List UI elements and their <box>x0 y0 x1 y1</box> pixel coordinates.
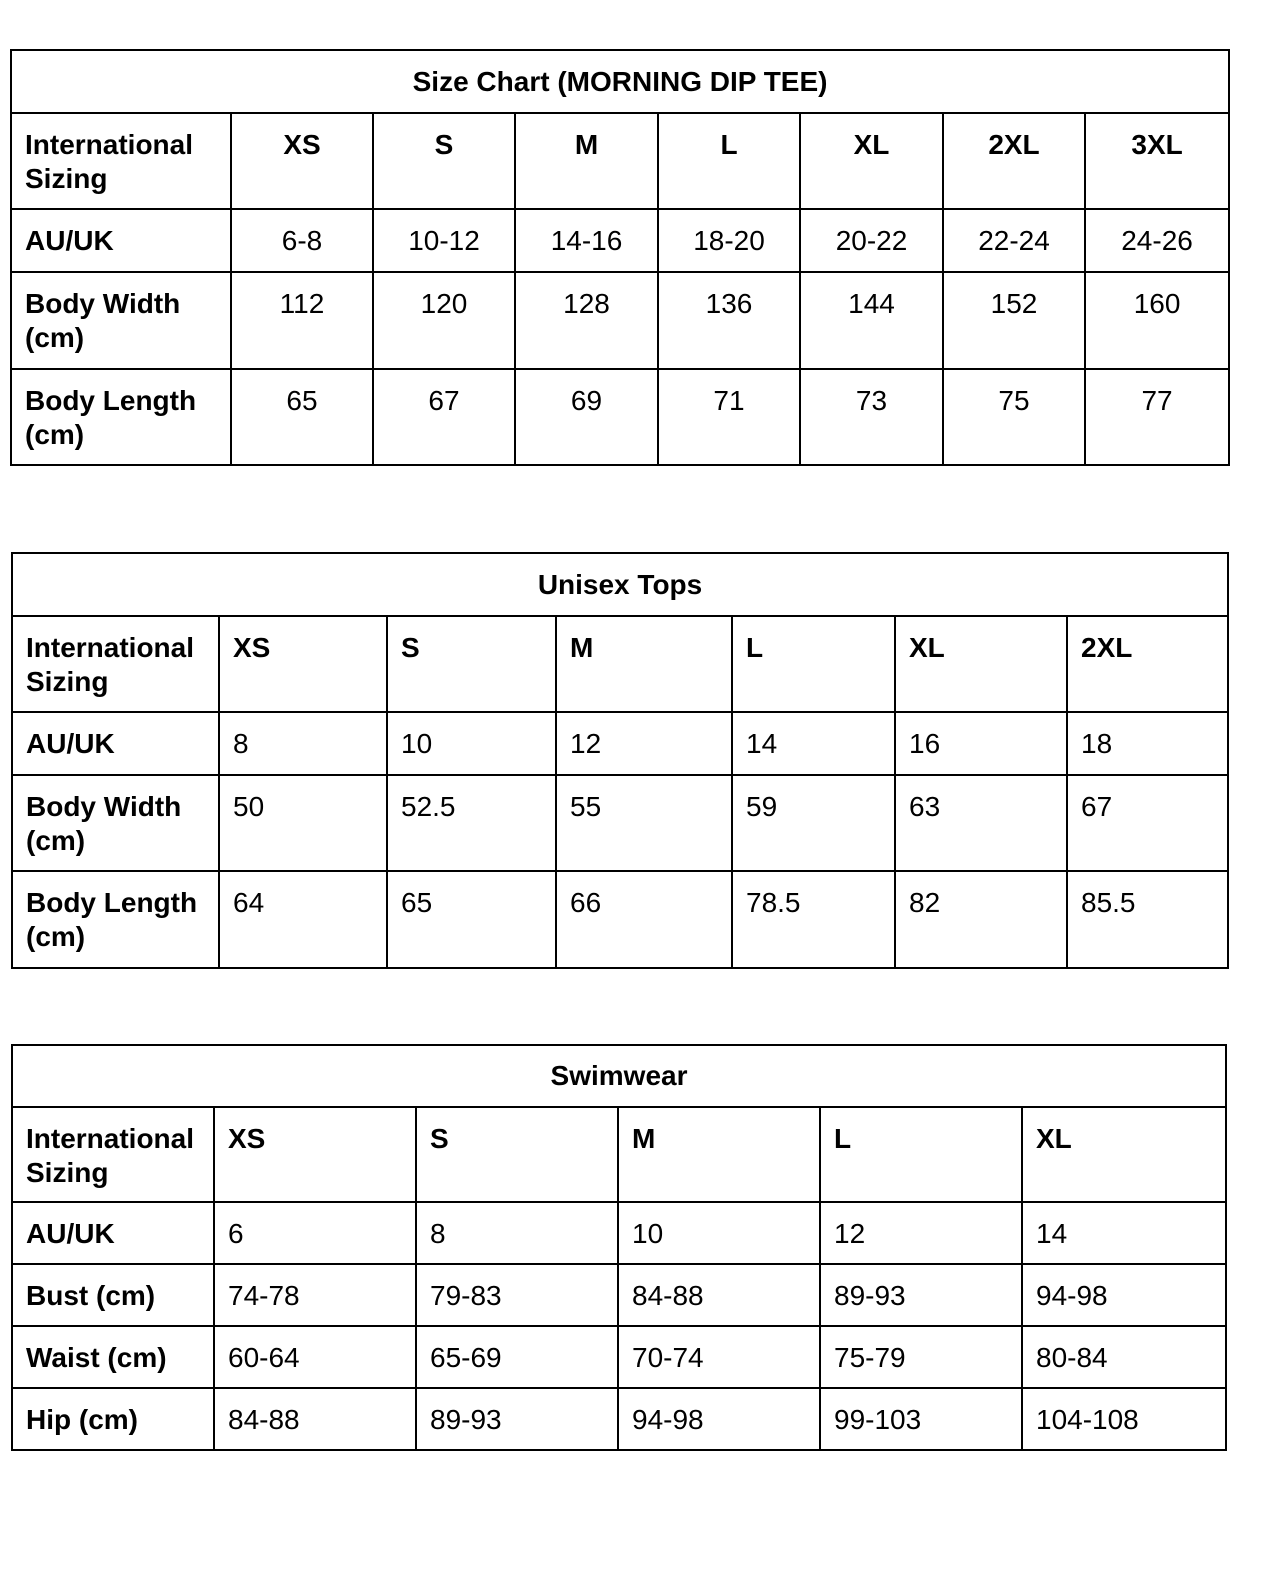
size-header: S <box>416 1107 618 1202</box>
cell: 84-88 <box>618 1264 820 1326</box>
cell: 120 <box>373 272 515 369</box>
table-row <box>12 1388 1226 1450</box>
table-title: Unisex Tops <box>12 553 1228 616</box>
size-header: XL <box>895 616 1067 712</box>
table-title: Swimwear <box>12 1045 1226 1107</box>
row-header: AU/UK <box>12 1202 214 1264</box>
table-title: Size Chart (MORNING DIP TEE) <box>11 50 1229 113</box>
cell: 14 <box>1022 1202 1226 1264</box>
size-header: S <box>373 113 515 209</box>
cell: 63 <box>895 775 1067 871</box>
header-row <box>12 616 1228 712</box>
cell: 136 <box>658 272 800 369</box>
cell: 50 <box>219 775 387 871</box>
row-header: Hip (cm) <box>12 1388 214 1450</box>
cell: 77 <box>1085 369 1229 465</box>
cell: 160 <box>1085 272 1229 369</box>
cell: 75 <box>943 369 1085 465</box>
row-header: International Sizing <box>12 616 219 712</box>
cell: 67 <box>373 369 515 465</box>
cell: 89-93 <box>416 1388 618 1450</box>
row-header: AU/UK <box>11 209 231 272</box>
size-header: XL <box>800 113 943 209</box>
size-chart-swimwear <box>11 1044 1227 1451</box>
size-header: XS <box>219 616 387 712</box>
cell: 80-84 <box>1022 1326 1226 1388</box>
cell: 89-93 <box>820 1264 1022 1326</box>
table-row <box>11 209 1229 272</box>
cell: 84-88 <box>214 1388 416 1450</box>
size-header: M <box>515 113 658 209</box>
cell: 65 <box>387 871 556 968</box>
cell: 73 <box>800 369 943 465</box>
cell: 24-26 <box>1085 209 1229 272</box>
row-header: Waist (cm) <box>12 1326 214 1388</box>
row-header: Body Length (cm) <box>12 871 219 968</box>
cell: 99-103 <box>820 1388 1022 1450</box>
size-chart-unisex-tops <box>11 552 1229 969</box>
cell: 94-98 <box>618 1388 820 1450</box>
row-header: Body Width (cm) <box>12 775 219 871</box>
size-header: XS <box>214 1107 416 1202</box>
row-header: Bust (cm) <box>12 1264 214 1326</box>
cell: 64 <box>219 871 387 968</box>
cell: 59 <box>732 775 895 871</box>
table-row <box>12 1202 1226 1264</box>
size-header: M <box>618 1107 820 1202</box>
cell: 8 <box>219 712 387 775</box>
header-row <box>12 1107 1226 1202</box>
cell: 14 <box>732 712 895 775</box>
size-header: L <box>732 616 895 712</box>
size-header: XS <box>231 113 373 209</box>
table-row <box>12 1326 1226 1388</box>
cell: 152 <box>943 272 1085 369</box>
table-row <box>12 1264 1226 1326</box>
table-row <box>12 712 1228 775</box>
size-header: 2XL <box>943 113 1085 209</box>
cell: 79-83 <box>416 1264 618 1326</box>
size-chart-morning-dip-tee <box>10 49 1230 466</box>
cell: 12 <box>820 1202 1022 1264</box>
row-header: Body Length (cm) <box>11 369 231 465</box>
cell: 10 <box>387 712 556 775</box>
cell: 74-78 <box>214 1264 416 1326</box>
cell: 65 <box>231 369 373 465</box>
cell: 6 <box>214 1202 416 1264</box>
cell: 71 <box>658 369 800 465</box>
row-header: International Sizing <box>12 1107 214 1202</box>
size-header: 3XL <box>1085 113 1229 209</box>
cell: 78.5 <box>732 871 895 968</box>
cell: 12 <box>556 712 732 775</box>
row-header: Body Width (cm) <box>11 272 231 369</box>
cell: 52.5 <box>387 775 556 871</box>
header-row <box>11 113 1229 209</box>
cell: 70-74 <box>618 1326 820 1388</box>
table-row <box>11 272 1229 369</box>
table-row <box>12 871 1228 968</box>
size-header: S <box>387 616 556 712</box>
size-header: XL <box>1022 1107 1226 1202</box>
table-row <box>11 369 1229 465</box>
cell: 104-108 <box>1022 1388 1226 1450</box>
cell: 67 <box>1067 775 1228 871</box>
table-row <box>12 775 1228 871</box>
cell: 16 <box>895 712 1067 775</box>
cell: 144 <box>800 272 943 369</box>
cell: 60-64 <box>214 1326 416 1388</box>
cell: 75-79 <box>820 1326 1022 1388</box>
cell: 10 <box>618 1202 820 1264</box>
cell: 10-12 <box>373 209 515 272</box>
cell: 55 <box>556 775 732 871</box>
size-header: M <box>556 616 732 712</box>
size-header: L <box>820 1107 1022 1202</box>
cell: 20-22 <box>800 209 943 272</box>
cell: 22-24 <box>943 209 1085 272</box>
cell: 18 <box>1067 712 1228 775</box>
cell: 14-16 <box>515 209 658 272</box>
cell: 82 <box>895 871 1067 968</box>
cell: 128 <box>515 272 658 369</box>
cell: 112 <box>231 272 373 369</box>
cell: 94-98 <box>1022 1264 1226 1326</box>
cell: 18-20 <box>658 209 800 272</box>
size-header: L <box>658 113 800 209</box>
cell: 69 <box>515 369 658 465</box>
size-header: 2XL <box>1067 616 1228 712</box>
cell: 85.5 <box>1067 871 1228 968</box>
cell: 8 <box>416 1202 618 1264</box>
row-header: AU/UK <box>12 712 219 775</box>
cell: 65-69 <box>416 1326 618 1388</box>
cell: 66 <box>556 871 732 968</box>
cell: 6-8 <box>231 209 373 272</box>
row-header: International Sizing <box>11 113 231 209</box>
